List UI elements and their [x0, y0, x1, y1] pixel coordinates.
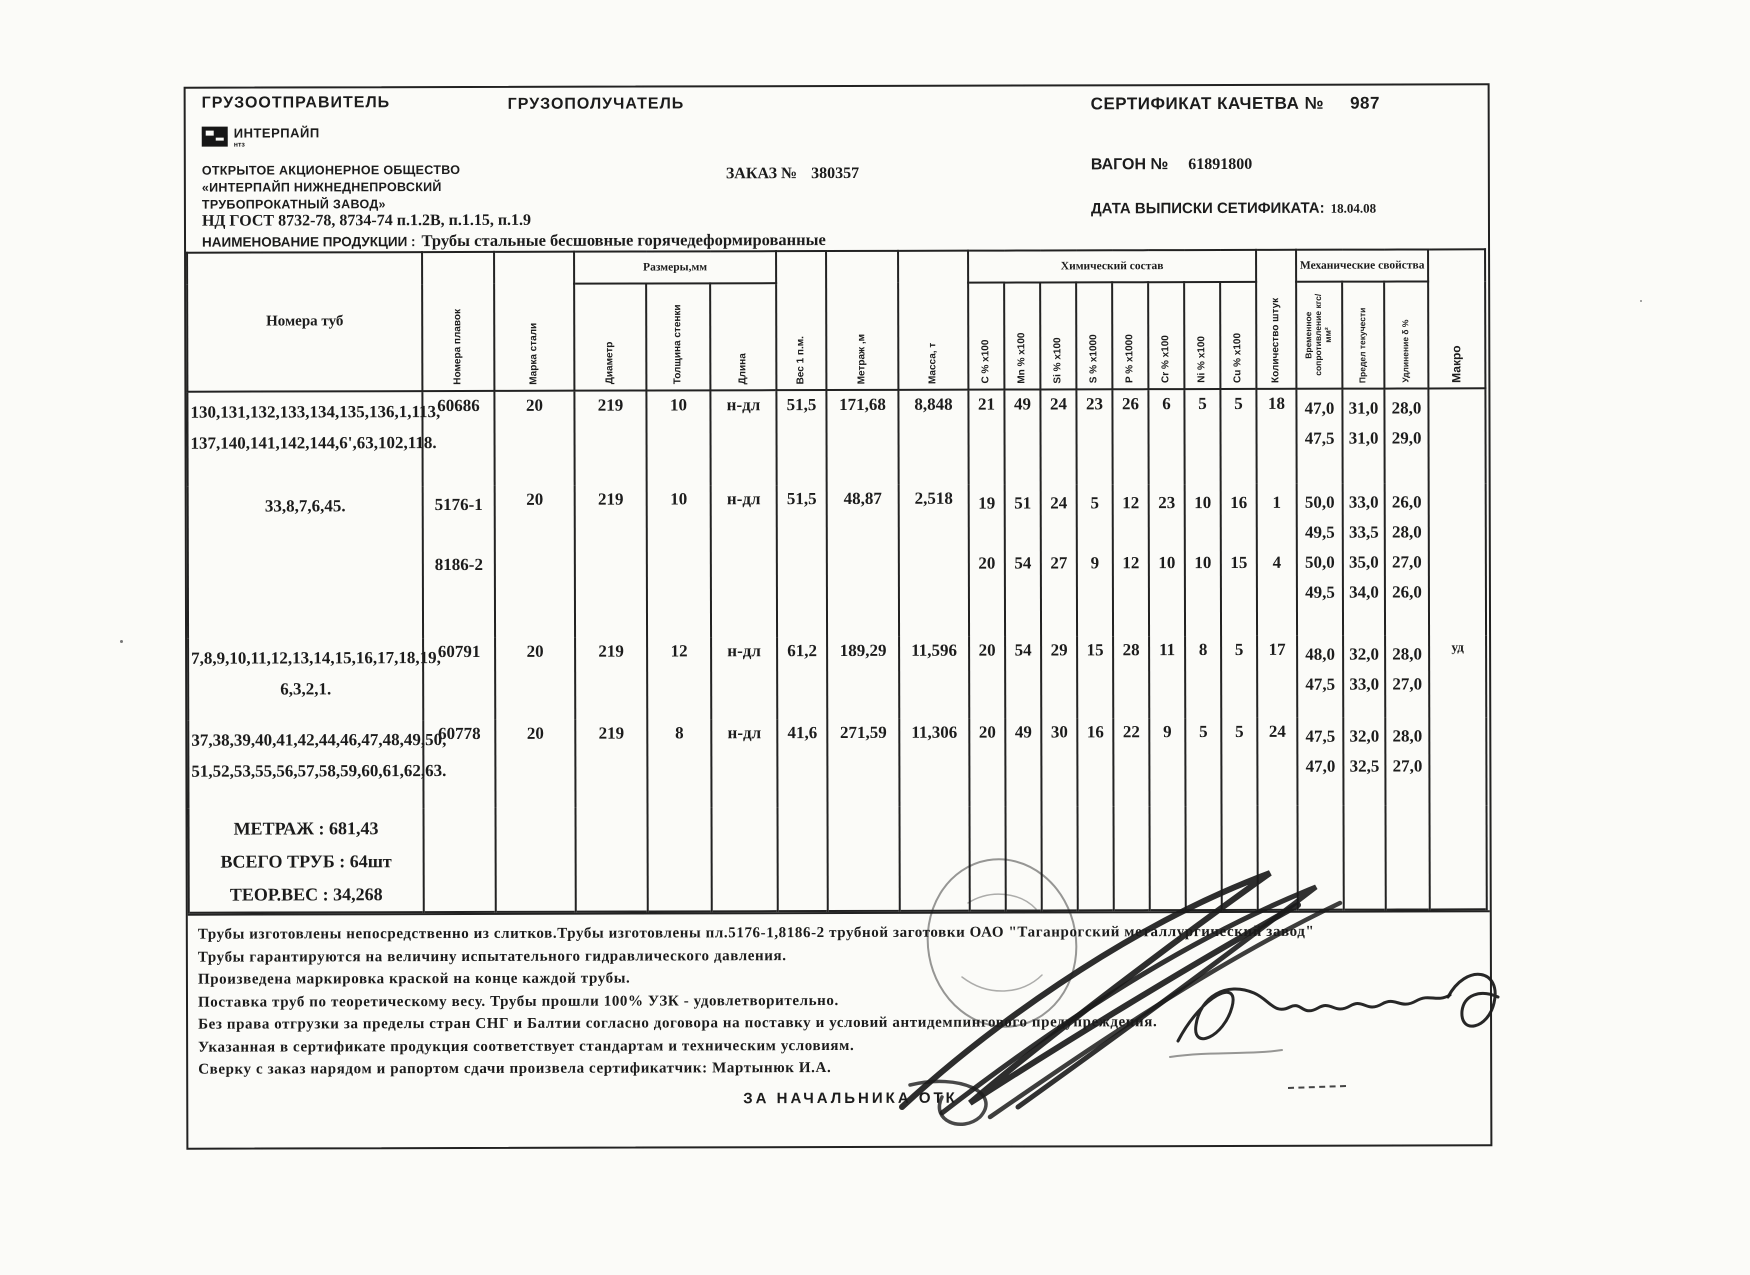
cell-weight: 61,2 [777, 637, 827, 719]
col-wall-header: Толщина стенки [646, 283, 710, 390]
cell-ni: 5 [1185, 718, 1221, 806]
interpipe-logo [202, 126, 320, 148]
table-row [188, 635, 1486, 720]
cell-melt: 60778 [423, 720, 495, 808]
cell-elongation: 26,0 28,0 27,0 26,0 [1385, 483, 1429, 635]
logo-subtext: нтз [233, 141, 245, 149]
cell-wall: 10 [646, 390, 710, 485]
chemistry-group-header: Химический состав [968, 250, 1256, 283]
cell-c: 19 20 [969, 485, 1005, 637]
summary-total-pipes: ВСЕГО ТРУБ : 64шт [220, 851, 392, 872]
shipper-label: ГРУЗООТПРАВИТЕЛЬ [201, 94, 391, 112]
table-row [188, 717, 1486, 808]
cell-mn: 54 [1005, 636, 1041, 718]
cell-metrazh: 171,68 [826, 390, 898, 485]
company-line: ОТКРЫТОЕ АКЦИОНЕРНОЕ ОБЩЕСТВО [201, 162, 461, 178]
col-cr-header: Cr % x100 [1148, 282, 1184, 389]
nd-standard-line: НД ГОСТ 8732-78, 8734-74 п.1.2В, п.1.15, п.1.9 [201, 211, 532, 230]
col-elongation-header: Удлинение δ % [1384, 281, 1428, 388]
col-mn-header: Mn % x100 [1004, 282, 1040, 389]
certificate-header [186, 85, 1488, 251]
cell-weight: 51,5 [777, 485, 827, 637]
cell-length: н-дл [710, 390, 776, 485]
scan-speck [120, 640, 123, 643]
consignee-label: ГРУЗОПОЛУЧАТЕЛЬ [507, 95, 685, 113]
cell-melt: 60686 [422, 391, 494, 486]
cell-pipes: 33,8,7,6,45. [188, 486, 423, 639]
cell-yield: 33,0 33,5 35,0 34,0 [1343, 484, 1385, 636]
cell-wall: 12 [647, 637, 711, 719]
cell-tensile: 47,0 47,5 [1296, 389, 1342, 484]
logo-text: ИНТЕРПАЙП [233, 125, 320, 141]
summary-block [189, 808, 424, 913]
signoff-label: ЗА НАЧАЛЬНИКА ОТК [743, 1089, 958, 1107]
cell-wall: 10 [647, 485, 711, 637]
cell-macro: уд [1429, 635, 1486, 717]
cell-mass: 11,306 [899, 719, 969, 807]
note-line: Без права отгрузки за пределы стран СНГ и Балтии согласно договора на поставку и условий антидемпингового предупреждения. [198, 1014, 1158, 1033]
cell-length: н-дл [711, 485, 777, 637]
cell-macro [1429, 483, 1486, 635]
cell-s: 16 [1077, 718, 1113, 806]
cell-weight: 51,5 [776, 390, 826, 485]
note-line: Трубы изготовлены непосредственно из слитков.Трубы изготовлены пл.5176-1,8186-2 трубной заготовки ОАО "Таганрогский металлургический завод" [197, 923, 1315, 943]
col-length-total-header: Метраж ,м [826, 251, 898, 390]
cell-elongation: 28,0 27,0 [1385, 635, 1429, 717]
col-tensile-header: Временное сопротивление кгс/мм² [1296, 282, 1342, 389]
cell-mass: 2,518 [899, 485, 969, 637]
product-table [186, 248, 1488, 913]
cell-mn: 49 [1004, 389, 1040, 484]
cell-qty: 18 [1256, 389, 1296, 484]
cell-s: 5 9 [1077, 484, 1113, 636]
cell-tensile: 48,0 47,5 [1297, 636, 1343, 718]
cell-length: н-дл [711, 719, 777, 807]
cell-steel: 20 [494, 391, 574, 486]
cell-si: 24 27 [1041, 484, 1077, 636]
cell-cr: 23 10 [1149, 484, 1185, 636]
note-line: Трубы гарантируются на величину испытательного гидравлического давления. [197, 947, 787, 966]
cell-mass: 11,596 [899, 637, 969, 719]
col-length-header: Длина [710, 283, 776, 390]
order-number: 380357 [811, 164, 860, 183]
note-line: Произведена маркировка краской на конце каждой трубы. [197, 970, 631, 988]
cell-metrazh: 48,87 [827, 485, 899, 637]
cell-weight: 41,6 [777, 719, 827, 807]
cell-yield: 31,0 31,0 [1342, 389, 1384, 484]
cell-p: 12 12 [1113, 484, 1149, 636]
cell-si: 30 [1041, 718, 1077, 806]
cell-p: 22 [1113, 718, 1149, 806]
col-p-header: P % x1000 [1112, 282, 1148, 389]
col-melt-header: Номера плавок [422, 252, 494, 391]
cell-qty: 17 [1257, 636, 1297, 718]
col-weight-header: Вес 1 п.м. [776, 251, 826, 390]
col-mass-header: Масса, т [898, 251, 968, 390]
cell-diameter: 219 [575, 719, 647, 807]
cell-diameter: 219 [574, 391, 646, 486]
col-steel-header: Марка стали [494, 252, 574, 391]
cell-cu: 5 [1221, 636, 1257, 718]
summary-metrazh: МЕТРАЖ : 681,43 [233, 818, 379, 839]
cell-pipes: 7,8,9,10,11,12,13,14,15,16,17,18,19, 6,3,2,1. [188, 638, 423, 721]
cell-c: 20 [969, 637, 1005, 719]
col-macro-header: Макро [1428, 249, 1485, 388]
certificate-title-label: СЕРТИФИКАТ КАЧЕТВА № [1090, 93, 1325, 114]
col-qty-header: Количество штук [1256, 250, 1296, 389]
cell-melt: 5176-1 8186-2 [423, 486, 495, 638]
summary-row [189, 805, 1487, 912]
cell-s: 15 [1077, 636, 1113, 718]
cell-pipes: 37,38,39,40,41,42,44,46,47,48,49,50, 51,52,53,55,56,57,58,59,60,61,62,63. [188, 720, 423, 809]
cell-length: н-дл [711, 637, 777, 719]
cell-tensile: 47,5 47,0 [1297, 718, 1343, 806]
issue-date-value: 18.04.08 [1330, 200, 1377, 216]
company-line: «ИНТЕРПАЙП НИЖНЕДНЕПРОВСКИЙ [201, 179, 442, 195]
cell-elongation: 28,0 29,0 [1384, 388, 1428, 483]
note-line: Поставка труб по теоретическому весу. Трубы прошли 100% УЗК - удовлетворительно. [197, 992, 839, 1011]
sizes-group-header: Размеры,мм [574, 251, 776, 284]
cell-diameter: 219 [575, 637, 647, 719]
cell-mn: 49 [1005, 718, 1041, 806]
cell-tensile: 50,0 49,5 50,0 49,5 [1297, 484, 1343, 636]
cell-yield: 32,0 32,5 [1343, 718, 1385, 806]
cell-steel: 20 [495, 720, 575, 808]
cell-cr: 9 [1149, 718, 1185, 806]
col-cu-header: Cu % x100 [1220, 282, 1256, 389]
product-label: НАИМЕНОВАНИЕ ПРОДУКЦИИ : [201, 234, 416, 250]
cell-cu: 16 15 [1221, 484, 1257, 636]
mechanical-group-header: Механические свойства [1296, 249, 1428, 281]
table-row [187, 388, 1485, 486]
cell-p: 26 [1112, 389, 1148, 484]
cell-qty: 24 [1257, 718, 1297, 806]
cell-yield: 32,0 33,0 [1343, 636, 1385, 718]
cell-metrazh: 271,59 [827, 719, 899, 807]
order-number-line [726, 165, 859, 183]
interpipe-logo-icon [202, 127, 228, 147]
cell-c: 20 [969, 719, 1005, 807]
order-label: ЗАКАЗ № [725, 165, 798, 183]
table-row [188, 483, 1486, 638]
cell-ni: 10 10 [1185, 484, 1221, 636]
certificate-title [1091, 94, 1380, 115]
product-name: Трубы стальные бесшовные горячедеформированные [421, 230, 826, 251]
col-pipes-header: Номера туб [187, 252, 422, 392]
scan-speck [1640, 300, 1642, 302]
cell-cr: 6 [1148, 389, 1184, 484]
col-diameter-header: Диаметр [574, 284, 646, 391]
cell-qty: 1 4 [1257, 484, 1297, 636]
cell-steel: 20 [495, 638, 575, 720]
cell-cu: 5 [1221, 718, 1257, 806]
product-name-line [202, 230, 826, 252]
col-yield-header: Предел текучести [1342, 282, 1384, 389]
cell-diameter: 219 [575, 486, 647, 638]
company-line: ТРУБОПРОКАТНЫЙ ЗАВОД» [201, 196, 386, 212]
issue-date-label: ДАТА ВЫПИСКИ СЕТИФИКАТА: [1090, 199, 1325, 218]
col-si-header: Si % x100 [1040, 282, 1076, 389]
cell-macro [1428, 388, 1485, 483]
cell-mass: 8,848 [898, 390, 968, 485]
company-name-block [202, 162, 461, 213]
cell-wall: 8 [647, 719, 711, 807]
cell-ni: 8 [1185, 636, 1221, 718]
cell-metrazh: 189,29 [827, 637, 899, 719]
cell-steel: 20 [495, 486, 575, 638]
wagon-number: 61891800 [1188, 155, 1253, 174]
cell-si: 29 [1041, 636, 1077, 718]
wagon-number-line [1091, 156, 1252, 174]
col-ni-header: Ni % x100 [1184, 282, 1220, 389]
notes-section [188, 910, 1491, 1147]
cell-ni: 5 [1184, 389, 1220, 484]
certificate-number: 987 [1350, 93, 1380, 113]
cell-si: 24 [1040, 389, 1076, 484]
col-c-header: C % x100 [968, 283, 1004, 390]
cell-melt: 60791 [423, 638, 495, 720]
col-s-header: S % x1000 [1076, 282, 1112, 389]
cell-elongation: 28,0 27,0 [1385, 717, 1429, 805]
wagon-label: ВАГОН № [1090, 156, 1169, 174]
issue-date-line [1091, 200, 1376, 218]
note-line: Сверку с заказ нарядом и рапортом сдачи произвела сертификатчик: Мартынюк И.А. [198, 1060, 832, 1078]
cell-p: 28 [1113, 636, 1149, 718]
certificate-frame [184, 83, 1493, 1149]
cell-s: 23 [1076, 389, 1112, 484]
note-line: Указанная в сертификате продукция соответствует стандартам и техническим условиям. [198, 1037, 855, 1056]
cell-macro [1429, 717, 1486, 805]
cell-c: 21 [968, 390, 1004, 485]
cell-cr: 11 [1149, 636, 1185, 718]
cell-cu: 5 [1220, 389, 1256, 484]
cell-mn: 51 54 [1005, 484, 1041, 636]
summary-theoretical-weight: ТЕОР.ВЕС : 34,268 [229, 884, 383, 905]
cell-pipes: 130,131,132,133,134,135,136,1,113, 137,140,141,142,144,6',63,102,118. [187, 391, 422, 487]
